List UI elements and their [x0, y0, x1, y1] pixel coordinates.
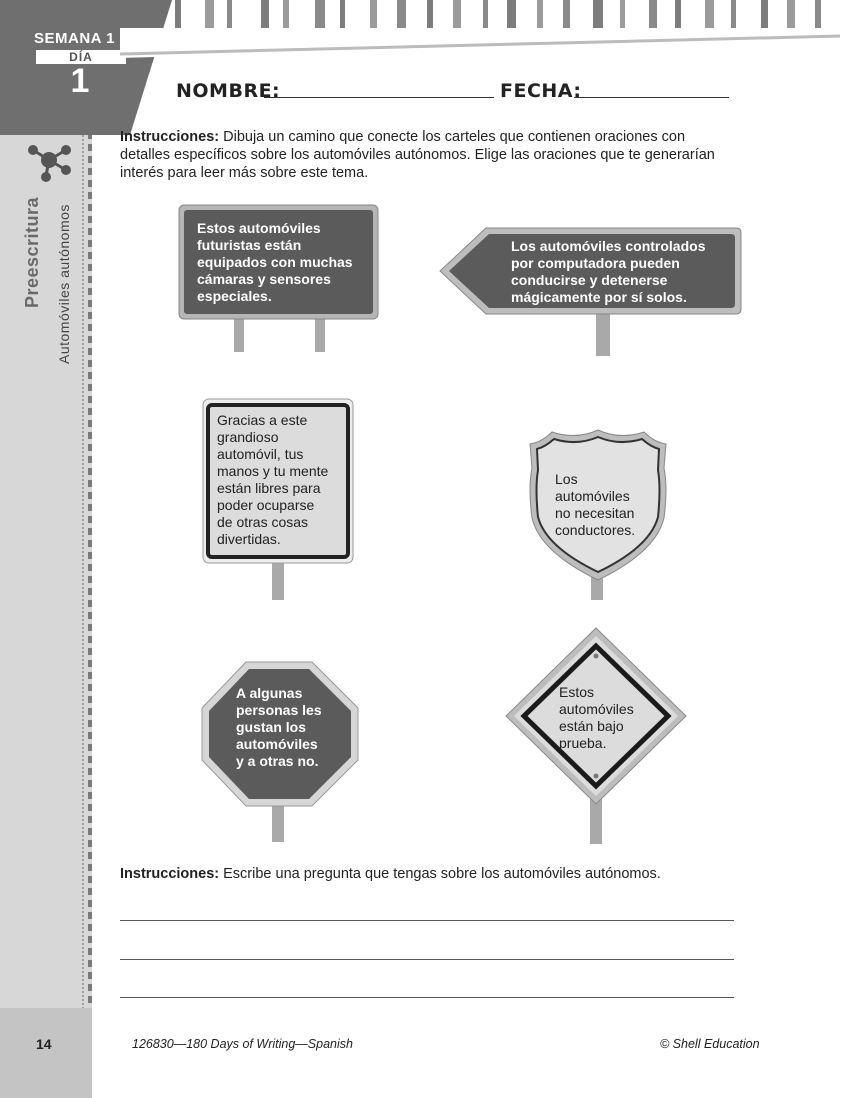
network-icon [24, 140, 74, 184]
footer-copyright: © Shell Education [660, 1037, 760, 1051]
instructions-2-text: Escribe una pregunta que tengas sobre los automóviles autónomos. [219, 866, 661, 882]
answer-line-2[interactable] [120, 959, 734, 960]
sign-billboard-text: Estos automóviles futuristas están equipados con muchas cámaras y sensores especiales. [197, 220, 353, 304]
date-label: FECHA: [500, 80, 582, 102]
sign-diamond-text: Estos automóviles están bajo prueba. [559, 684, 634, 751]
sign-octagon-text: A algunas personas les gustan los automóviles y a otras no. [236, 685, 322, 769]
day-label: DÍA [36, 50, 126, 64]
footer-book-title: 126830—180 Days of Writing—Spanish [132, 1037, 353, 1051]
sign-portrait-text: Gracias a este grandioso automóvil, tus manos y tu mente están libres para poder ocuparse de otras cosas divertidas. [217, 412, 329, 547]
answer-line-1[interactable] [120, 920, 734, 921]
topic-label: Automóviles autónomos [56, 204, 72, 364]
sidebar-dashed-edge [88, 120, 92, 1020]
instructions-1-line2: detalles específicos sobre los automóviles autónomos. Elige las oraciones que te generarían [120, 147, 715, 163]
week-label: SEMANA 1 [34, 30, 115, 47]
name-label: NOMBRE: [176, 80, 281, 102]
sign-arrow-text: Los automóviles controlados por computadora pueden conducirse y detenerse mágicamente por sí solos. [511, 238, 706, 305]
sign-shield-text: Los automóviles no necesitan conductores. [555, 471, 636, 538]
answer-line-3[interactable] [120, 997, 734, 998]
instructions-2-label: Instrucciones: [120, 866, 220, 882]
instructions-1-label: Instrucciones: [120, 129, 220, 145]
sidebar-dotted-line [82, 120, 84, 1020]
name-field[interactable] [264, 97, 494, 98]
top-wave [120, 28, 840, 58]
instructions-1-line3: interés para leer más sobre este tema. [120, 165, 369, 181]
page-number: 14 [36, 1036, 52, 1052]
section-label: Preescritura [22, 196, 42, 308]
sidebar-footer-block [0, 1008, 92, 1098]
date-field[interactable] [574, 97, 729, 98]
instructions-2 [120, 865, 661, 883]
instructions-1 [120, 128, 715, 182]
instructions-1-line1: Dibuja un camino que conecte los carteles que contienen oraciones con [219, 129, 686, 145]
day-number: 1 [70, 62, 90, 100]
